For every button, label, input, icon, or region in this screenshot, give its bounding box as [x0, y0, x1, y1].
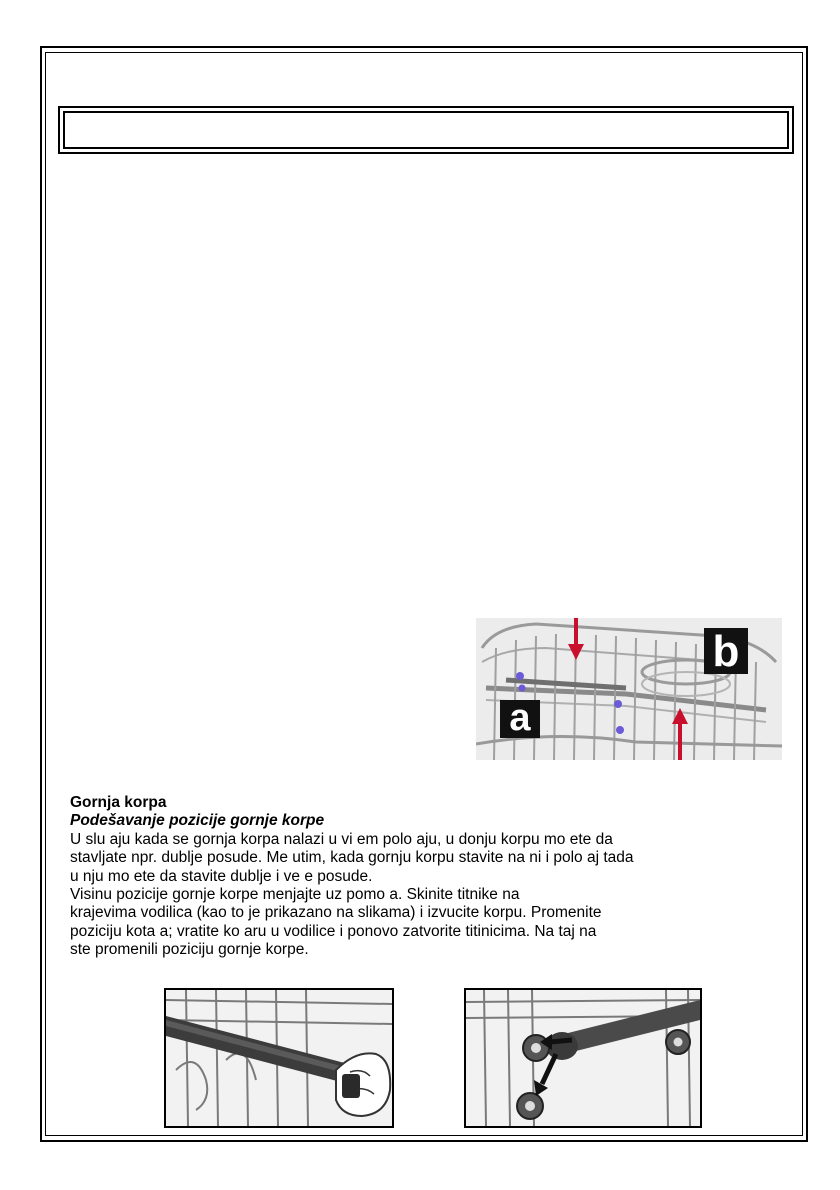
rail-stopper-removal-figure	[164, 988, 394, 1128]
label-a	[500, 697, 540, 739]
basket-adjustment-figure	[476, 618, 782, 760]
title-box-inner	[63, 111, 789, 149]
paragraph-line: ste promenili poziciju gornje korpe.	[70, 941, 309, 959]
paragraph-line: krajevima vodilica (kao to je prikazano na slikama) i izvucite korpu. Promenite	[70, 904, 602, 922]
svg-text:a: a	[509, 697, 531, 739]
wheel-position-figure	[464, 988, 702, 1128]
paragraph-line: Visinu pozicije gornje korpe menjajte uz pomo a. Skinite titnike na	[70, 886, 520, 904]
section-heading: Gornja korpa	[70, 794, 167, 811]
page-border-inner	[45, 52, 803, 1136]
paragraph-line: stavljate npr. dublje posude. Me utim, kada gornju korpu stavite na ni i polo aj tada	[70, 849, 634, 867]
svg-text:b: b	[712, 627, 740, 676]
section-text	[70, 794, 770, 960]
label-b	[704, 627, 748, 676]
paragraph-line: poziciju kota a; vratite ko aru u vodilice i ponovo zatvorite titinicima. Na taj na	[70, 922, 597, 940]
section-subheading: Podešavanje pozicije gornje korpe	[70, 812, 325, 830]
paragraph-line: U slu aju kada se gornja korpa nalazi u vi em polo aju, u donju korpu mo ete da	[70, 830, 613, 848]
wheel-icon	[666, 1030, 690, 1054]
clip-marker	[516, 672, 524, 680]
paragraph-line: u nju mo ete da stavite dublje i ve e posude.	[70, 867, 373, 885]
wheel-icon	[517, 1093, 543, 1119]
